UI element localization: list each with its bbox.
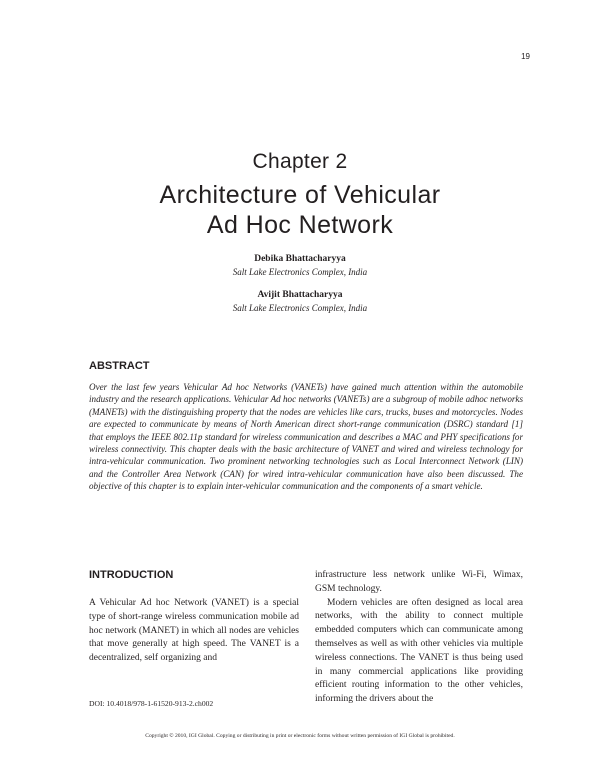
introduction-heading: INTRODUCTION <box>89 569 174 581</box>
chapter-title <box>0 180 600 240</box>
right-column <box>315 569 523 707</box>
intro-paragraph-right-1: infrastructure less network unlike Wi-Fi, Wimax, GSM technology. <box>315 570 523 594</box>
chapter-title-line-1: Architecture of Vehicular <box>159 181 441 209</box>
abstract-text: Over the last few years Vehicular Ad hoc Networks (VANETs) have gained much attention within the automobile industry and the research applications. Vehicular Ad hoc networks (VANETs) are a subgroup of mobile adhoc networks (MANETs) with the distinguishing property that the nodes are vehicles like cars, trucks, buses and motorcycles. Nodes are expected to communicate by means of North American direct short-range communication (DSRC) standard [1] that employs the IEEE 802.11p standard for wireless communication and describes a MAC and PHY specifications for wireless connectivity. This chapter deals with the basic architecture of VANET and wired and wireless technology for intra-vehicular communication. Two prominent networking technologies such as Local Interconnect Network (LIN) and the Controller Area Network (CAN) for wired intra-vehicular communication have also been discussed. The objective of this chapter is to explain inter-vehicular communication and the components of a smart vehicle. <box>89 382 523 492</box>
copyright-notice: Copyright © 2010, IGI Global. Copying or distributing in print or electronic forms without written permission of IGI Global is prohibited. <box>145 733 455 739</box>
intro-paragraph-right-2: Modern vehicles are often designed as local area networks, with the ability to connect multiple embedded computers which can communicate among themselves as well as with other vehicles via multiple wireless connections. The VANET is thus being used in many commercial applications like providing efficient routing information to the other vehicles, informing the drivers about the <box>315 597 523 705</box>
chapter-title-line-2: Ad Hoc Network <box>206 211 394 239</box>
author-name: Avijit Bhattacharyya <box>257 290 343 300</box>
author-affiliation: Salt Lake Electronics Complex, India <box>232 303 368 313</box>
left-column <box>89 597 299 666</box>
page-number: 19 <box>521 52 530 61</box>
abstract-heading: ABSTRACT <box>89 360 150 372</box>
chapter-label: Chapter 2 <box>252 150 348 173</box>
author-name: Debika Bhattacharyya <box>254 254 346 264</box>
doi-line: DOI: 10.4018/978-1-61520-913-2.ch002 <box>89 699 214 708</box>
intro-paragraph-left: A Vehicular Ad hoc Network (VANET) is a special type of short-range wireless communication mobile ad hoc network (MANET) in which all nodes are vehicles that move generally at high speed. The VANET is a decentralized, self organizing and <box>89 598 299 664</box>
author-affiliation: Salt Lake Electronics Complex, India <box>232 267 368 277</box>
